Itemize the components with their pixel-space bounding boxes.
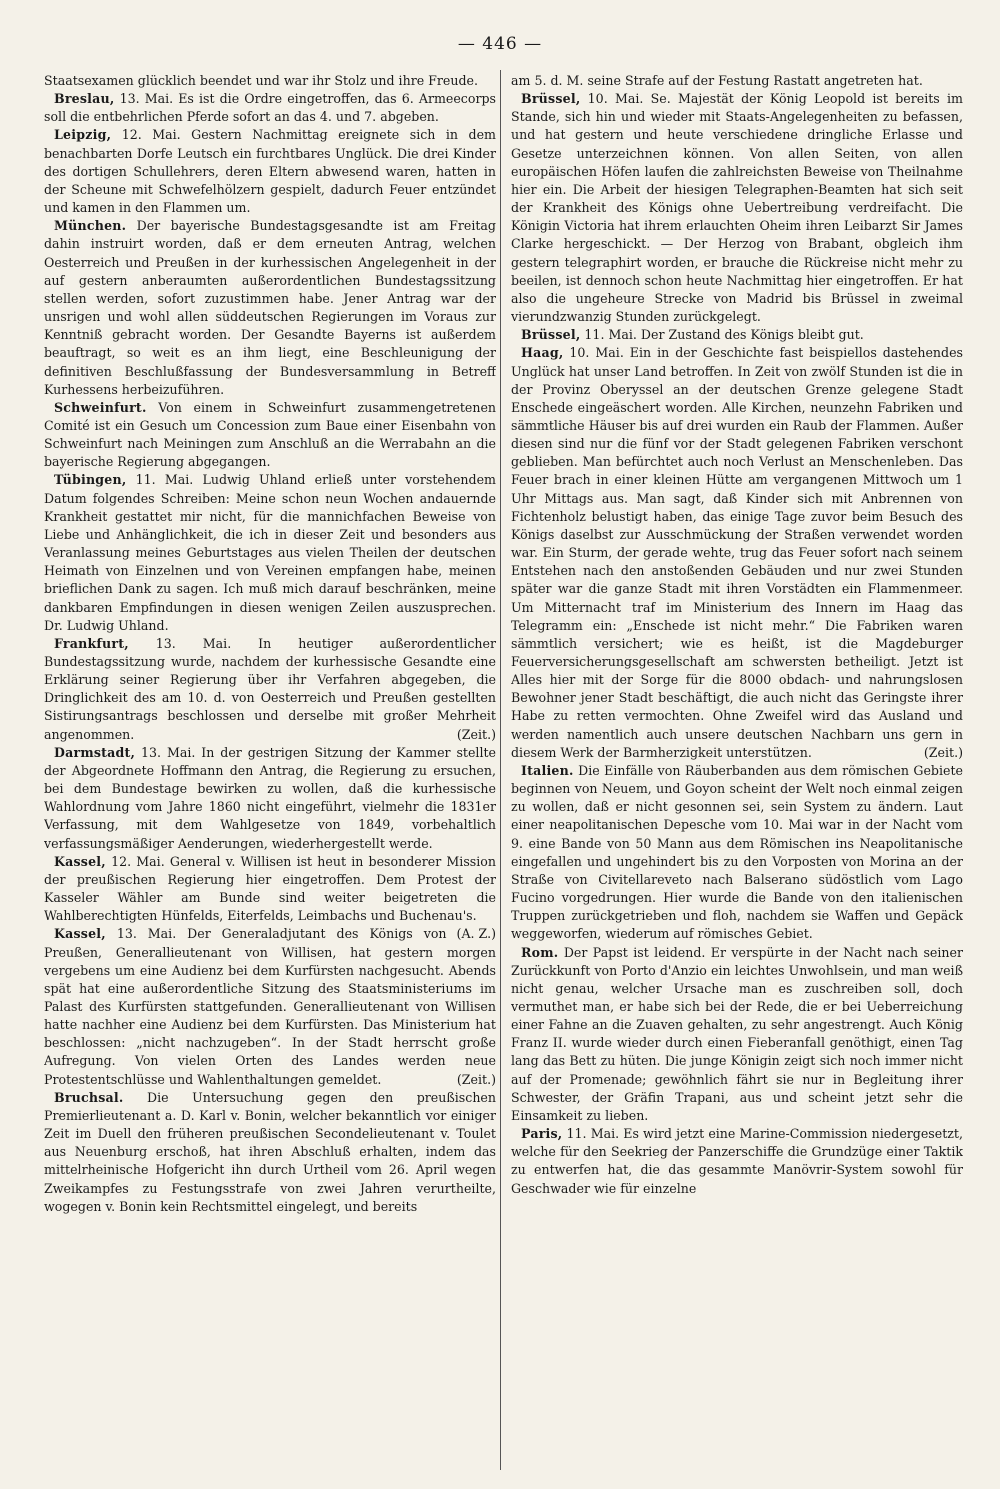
article-text: 10. Mai. Ein in der Geschichte fast beispiellos dastehendes Unglück hat unser Land betroffen. In Zeit von zwölf Stunden ist die in der Provinz Oberyssel an der deutschen Grenze gelegene Stadt Enschede eingeäschert worden. Alle Kirchen, neunzehn Fabriken und sämmtliche Häuser bis auf drei wurden ein Raub der Flammen. Außer diesen sind nur die fünf vor der Stadt gelegenen Fabriken verschont geblieben. Man befürchtet auch noch Verlust an Menschenleben. Das Feuer brach in einer kleinen Hütte am vergangenen Mittwoch um 1 Uhr Mittags aus. Man sagt, daß Kinder sich mit Anbrennen von Fichtenholz belustigt haben, das einige Tage zuvor beim Besuch des Königs daselbst zur Ausschmückung der Straßen verwendet worden war. Ein Sturm, der gerade wehte, trug das Feuer sofort nach seinem Entstehen nach den anstoßenden Gebäuden und nur zwei Stunden später war die ganze Stadt mit ihren Vorstädten ein Flammenmeer. Um Mitternacht traf im Ministerium des Innern im Haag das Telegramm ein: „Enschede ist nicht mehr.“ Die Fabriken waren sämmtlich versichert; wie es heißt, ist die Magdeburger Feuerversicherungsgesellschaft am schwersten betheiligt. Jetzt ist Alles hier mit der Sorge für die 8000 obdach- und nahrungslosen Bewohner jener Stadt beschäftigt, die auch nicht das Geringste ihrer Habe zu retten vermochten. Ohne Zweifel wird das Ausland und werden namentlich auch unsere deutschen Nachbarn uns gern in diesem Werk der Barmherzigkeit unterstützen. <box>511 345 963 760</box>
article-text: Staatsexamen glücklich beendet und war ihr Stolz und ihre Freude. <box>44 73 479 88</box>
article-text: 13. Mai. In heutiger außerordentlicher Bundestagssitzung wurde, nachdem der kurhessische Gesandte eine Erklärung seiner Regierung über ihr Verfahren abgegeben, die Dringlichkeit des am 10. d. von Oesterreich und Preußen gestellten Sistirungsantrags beschlossen und derselbe mit großer Mehrheit angenommen. <box>44 635 496 742</box>
article-dateline: Paris, <box>521 1126 563 1142</box>
article-dateline: Tübingen, <box>54 472 127 488</box>
article-paragraph <box>44 217 496 399</box>
article-text: Der bayerische Bundestagsgesandte ist am Freitag dahin instruirt worden, daß er dem erneuten Antrag, welchen Oesterreich und Preußen in der kurhessischen Angelegenheit in der auf gestern anberaumten außerordentlichen Bundestagssitzung stellen werden, sofort zuzustimmen habe. Jener Antrag war der unsrigen und wohl allen süddeutschen Regierungen im Voraus zur Kenntniß gebracht worden. Der Gesandte Bayerns ist außerdem beauftragt, so weit es an ihm liegt, eine Beschleunigung der definitiven Beschlußfassung der Bundesversammlung in Betreff Kurhessens herbeizuführen. <box>44 218 496 397</box>
article-text: 12. Mai. Gestern Nachmittag ereignete sich in dem benachbarten Dorfe Leutsch ein furchtbares Unglück. Die drei Kinder des dortigen Schullehrers, deren Eltern abwesend waren, hatten in der Scheune mit Schwefelhölzern gespielt, dadurch Feuer entzündet und kamen in den Flammen um. <box>44 127 496 216</box>
article-text: 11. Mai. Es wird jetzt eine Marine-Commission niedergesetzt, welche für den Seekrieg der Panzerschiffe die Grundzüge einer Taktik zu entwerfen hat, die das gesammte Manövrir-System sowohl für Geschwader wie für einzelne <box>511 1126 963 1196</box>
article-text: 11. Mai. Der Zustand des Königs bleibt gut. <box>584 327 864 343</box>
article-paragraph <box>44 925 496 1088</box>
article-source: (A. Z.) <box>456 926 496 942</box>
article-text: 12. Mai. General v. Willisen ist heut in besonderer Mission der preußischen Regierung hier eingetroffen. Dem Protest der Kasseler Wähler am Bunde sind weiter beigetreten die Wahlberechtigten Hünfelds, Eiterfelds, Leimbachs und Buchenau's. <box>44 853 496 924</box>
article-source: (Zeit.) <box>923 744 963 760</box>
article-text: Die Einfälle von Räuberbanden aus dem römischen Gebiete beginnen von Neuem, und Goyon scheint der Welt noch einmal zeigen zu wollen, daß er nicht gesonnen sei, sein System zu ändern. Laut einer neapolitanischen Depesche vom 10. Mai war in der Nacht vom 9. eine Bande von 50 Mann aus dem Römischen ins Neapolitanische eingefallen und ungehindert bis zu den Vorposten von Morina an der Straße von Civitellareveto nach Balserano südöstlich vom Lago Fucino vorgedrungen. Hier wurde die Bande von den italienischen Truppen zurückgetrieben und floh, nachdem sie Waffen und Gepäck weggeworfen, wiederum auf römisches Gebiet. <box>511 762 963 942</box>
article-text: 11. Mai. Ludwig Uhland erließ unter vorstehendem Datum folgendes Schreiben: Meine schon neun Wochen andauernde Krankheit gestattet mir nicht, für die mannichfachen Beweise von Liebe und Anhänglichkeit, die ich in dieser Zeit und besonders aus Veranlassung meines Geburtstages aus vielen Theilen der deutschen Heimath von Einzelnen und von Vereinen empfangen habe, meinen brieflichen Dank zu sagen. Ich muß mich darauf beschränken, meine dankbaren Empfindungen in diesen wenigen Zeilen auszusprechen. Dr. Ludwig Uhland. <box>44 472 496 633</box>
article-paragraph <box>44 853 496 942</box>
article-dateline: Schweinfurt. <box>54 399 147 415</box>
article-dateline: Kassel, <box>54 926 106 942</box>
article-paragraph <box>511 1125 963 1198</box>
article-dateline: Frankfurt, <box>54 635 129 651</box>
article-paragraph <box>44 399 496 472</box>
article-text: 13. Mai. Der Generaladjutant des Königs von Preußen, Generallieutenant von Willisen, hat gestern morgen vergebens um eine Audienz bei dem Kurfürsten nachgesucht. Abends spät hat eine außerordentliche Sitzung des Staatsministeriums im Palast des Kurfürsten stattgefunden. Generallieutenant von Willisen hatte nachher eine Audienz bei dem Kurfürsten. Das Ministerium hat beschlossen: „nicht nachzugeben“. In der Stadt herrscht große Aufregung. Von vielen Orten des Landes werden neue Protestentschlüsse und Wahlenthaltungen gemeldet. <box>44 926 496 1087</box>
article-paragraph <box>44 126 496 217</box>
article-dateline: Bruchsal. <box>54 1089 124 1105</box>
column-divider <box>500 70 501 1470</box>
article-text: am 5. d. M. seine Strafe auf der Festung Rastatt angetreten hat. <box>511 73 923 88</box>
article-text: 10. Mai. Se. Majestät der König Leopold ist bereits im Stande, sich hin und wieder mit Staats-Angelegenheiten zu befassen, und hat gestern und heute verschiedene dringliche Erlasse und Gesetze unterzeichnen können. Von allen Seiten, von allen europäischen Höfen laufen die zahlreichsten Beweise von Theilnahme hier ein. Die Arbeit der hiesigen Telegraphen-Beamten hat sich seit der Krankheit des Königs ohne Uebertreibung verdreifacht. Die Königin Victoria hat ihrem erlauchten Oheim ihren Leibarzt Sir James Clarke hergeschickt. — Der Herzog von Brabant, obgleich ihm gestern telegraphirt worden, er brauche die Rückreise nicht mehr zu beeilen, ist dennoch schon heute Nachmittag hier eingetroffen. Er hat also die ungeheure Strecke von Madrid bis Brüssel in zweimal vierundzwanzig Stunden zurückgelegt. <box>511 91 963 325</box>
article-dateline: Leipzig, <box>54 127 112 143</box>
article-text: Der Papst ist leidend. Er verspürte in der Nacht nach seiner Zurückkunft von Porto d'Anzio ein leichtes Unwohlsein, und man weiß nicht genau, welcher Ursache man es zuschreiben soll, doch vermuthet man, er habe sich bei der Rede, die er bei Ueberreichung einer Fahne an die Zuaven gehalten, zu sehr angestrengt. Auch König Franz II. wurde wieder durch einen Fieberanfall genöthigt, einen Tag lang das Bett zu hüten. Die junge Königin zeigt sich noch immer nicht auf der Promenade; gewöhnlich fährt sie nur in Begleitung ihrer Schwester, der Gräfin Trapani, aus und scheint jetzt sehr die Einsamkeit zu lieben. <box>511 944 963 1123</box>
article-paragraph <box>44 1089 496 1216</box>
article-paragraph <box>44 471 496 634</box>
article-paragraph <box>511 344 963 762</box>
article-paragraph <box>511 72 963 90</box>
left-column <box>44 72 496 1472</box>
article-paragraph <box>511 762 963 944</box>
article-text: Von einem in Schweinfurt zusammengetretenen Comité ist ein Gesuch um Concession zum Baue einer Eisenbahn von Schweinfurt nach Meiningen zum Anschluß an die Werrabahn an die bayerische Regierung abgegangen. <box>44 399 496 470</box>
article-source: (Zeit.) <box>456 1071 496 1087</box>
article-paragraph <box>511 944 963 1126</box>
article-paragraph <box>44 90 496 126</box>
article-dateline: Breslau, <box>54 91 115 107</box>
article-text: 13. Mai. In der gestrigen Sitzung der Kammer stellte der Abgeordnete Hoffmann den Antrag, die Regierung zu ersuchen, bei dem Bundestage bewirken zu wollen, daß die kurhessische Wahlordnung vom Jahre 1860 nicht eingeführt, vielmehr die 1831er Verfassung, mit dem Wahlgesetze von 1849, vorbehaltlich verfassungsmäßiger Aenderungen, wiederhergestellt werde. <box>44 744 496 851</box>
article-paragraph <box>44 635 496 744</box>
article-dateline: Kassel, <box>54 853 106 869</box>
article-dateline: München. <box>54 218 127 234</box>
article-source: (Zeit.) <box>456 726 496 742</box>
article-paragraph <box>511 326 963 344</box>
article-paragraph <box>511 90 963 326</box>
article-dateline: Rom. <box>521 944 559 960</box>
article-dateline: Brüssel, <box>521 91 581 107</box>
article-dateline: Italien. <box>521 762 574 778</box>
article-text: 13. Mai. Es ist die Ordre eingetroffen, das 6. Armeecorps soll die entbehrlichen Pferde sofort an das 4. und 7. abgeben. <box>44 91 496 125</box>
article-paragraph <box>44 744 496 853</box>
article-dateline: Brüssel, <box>521 327 581 343</box>
page-number: — 446 — <box>457 34 543 54</box>
article-dateline: Darmstadt, <box>54 744 136 760</box>
article-text: Die Untersuchung gegen den preußischen Premierlieutenant a. D. Karl v. Bonin, welcher bekanntlich vor einiger Zeit im Duell den früheren preußischen Secondelieutenant v. Toulet aus Neuenburg erschoß, hat ihren Abschluß erhalten, indem das mittelrheinische Hofgericht ihn durch Urtheil vom 26. April wegen Zweikampfes zu Festungsstrafe von zwei Jahren verurtheilte, wogegen v. Bonin kein Rechtsmittel eingelegt, und bereits <box>44 1089 496 1214</box>
article-paragraph <box>44 72 496 90</box>
article-dateline: Haag, <box>521 345 564 361</box>
right-column <box>511 72 963 1472</box>
